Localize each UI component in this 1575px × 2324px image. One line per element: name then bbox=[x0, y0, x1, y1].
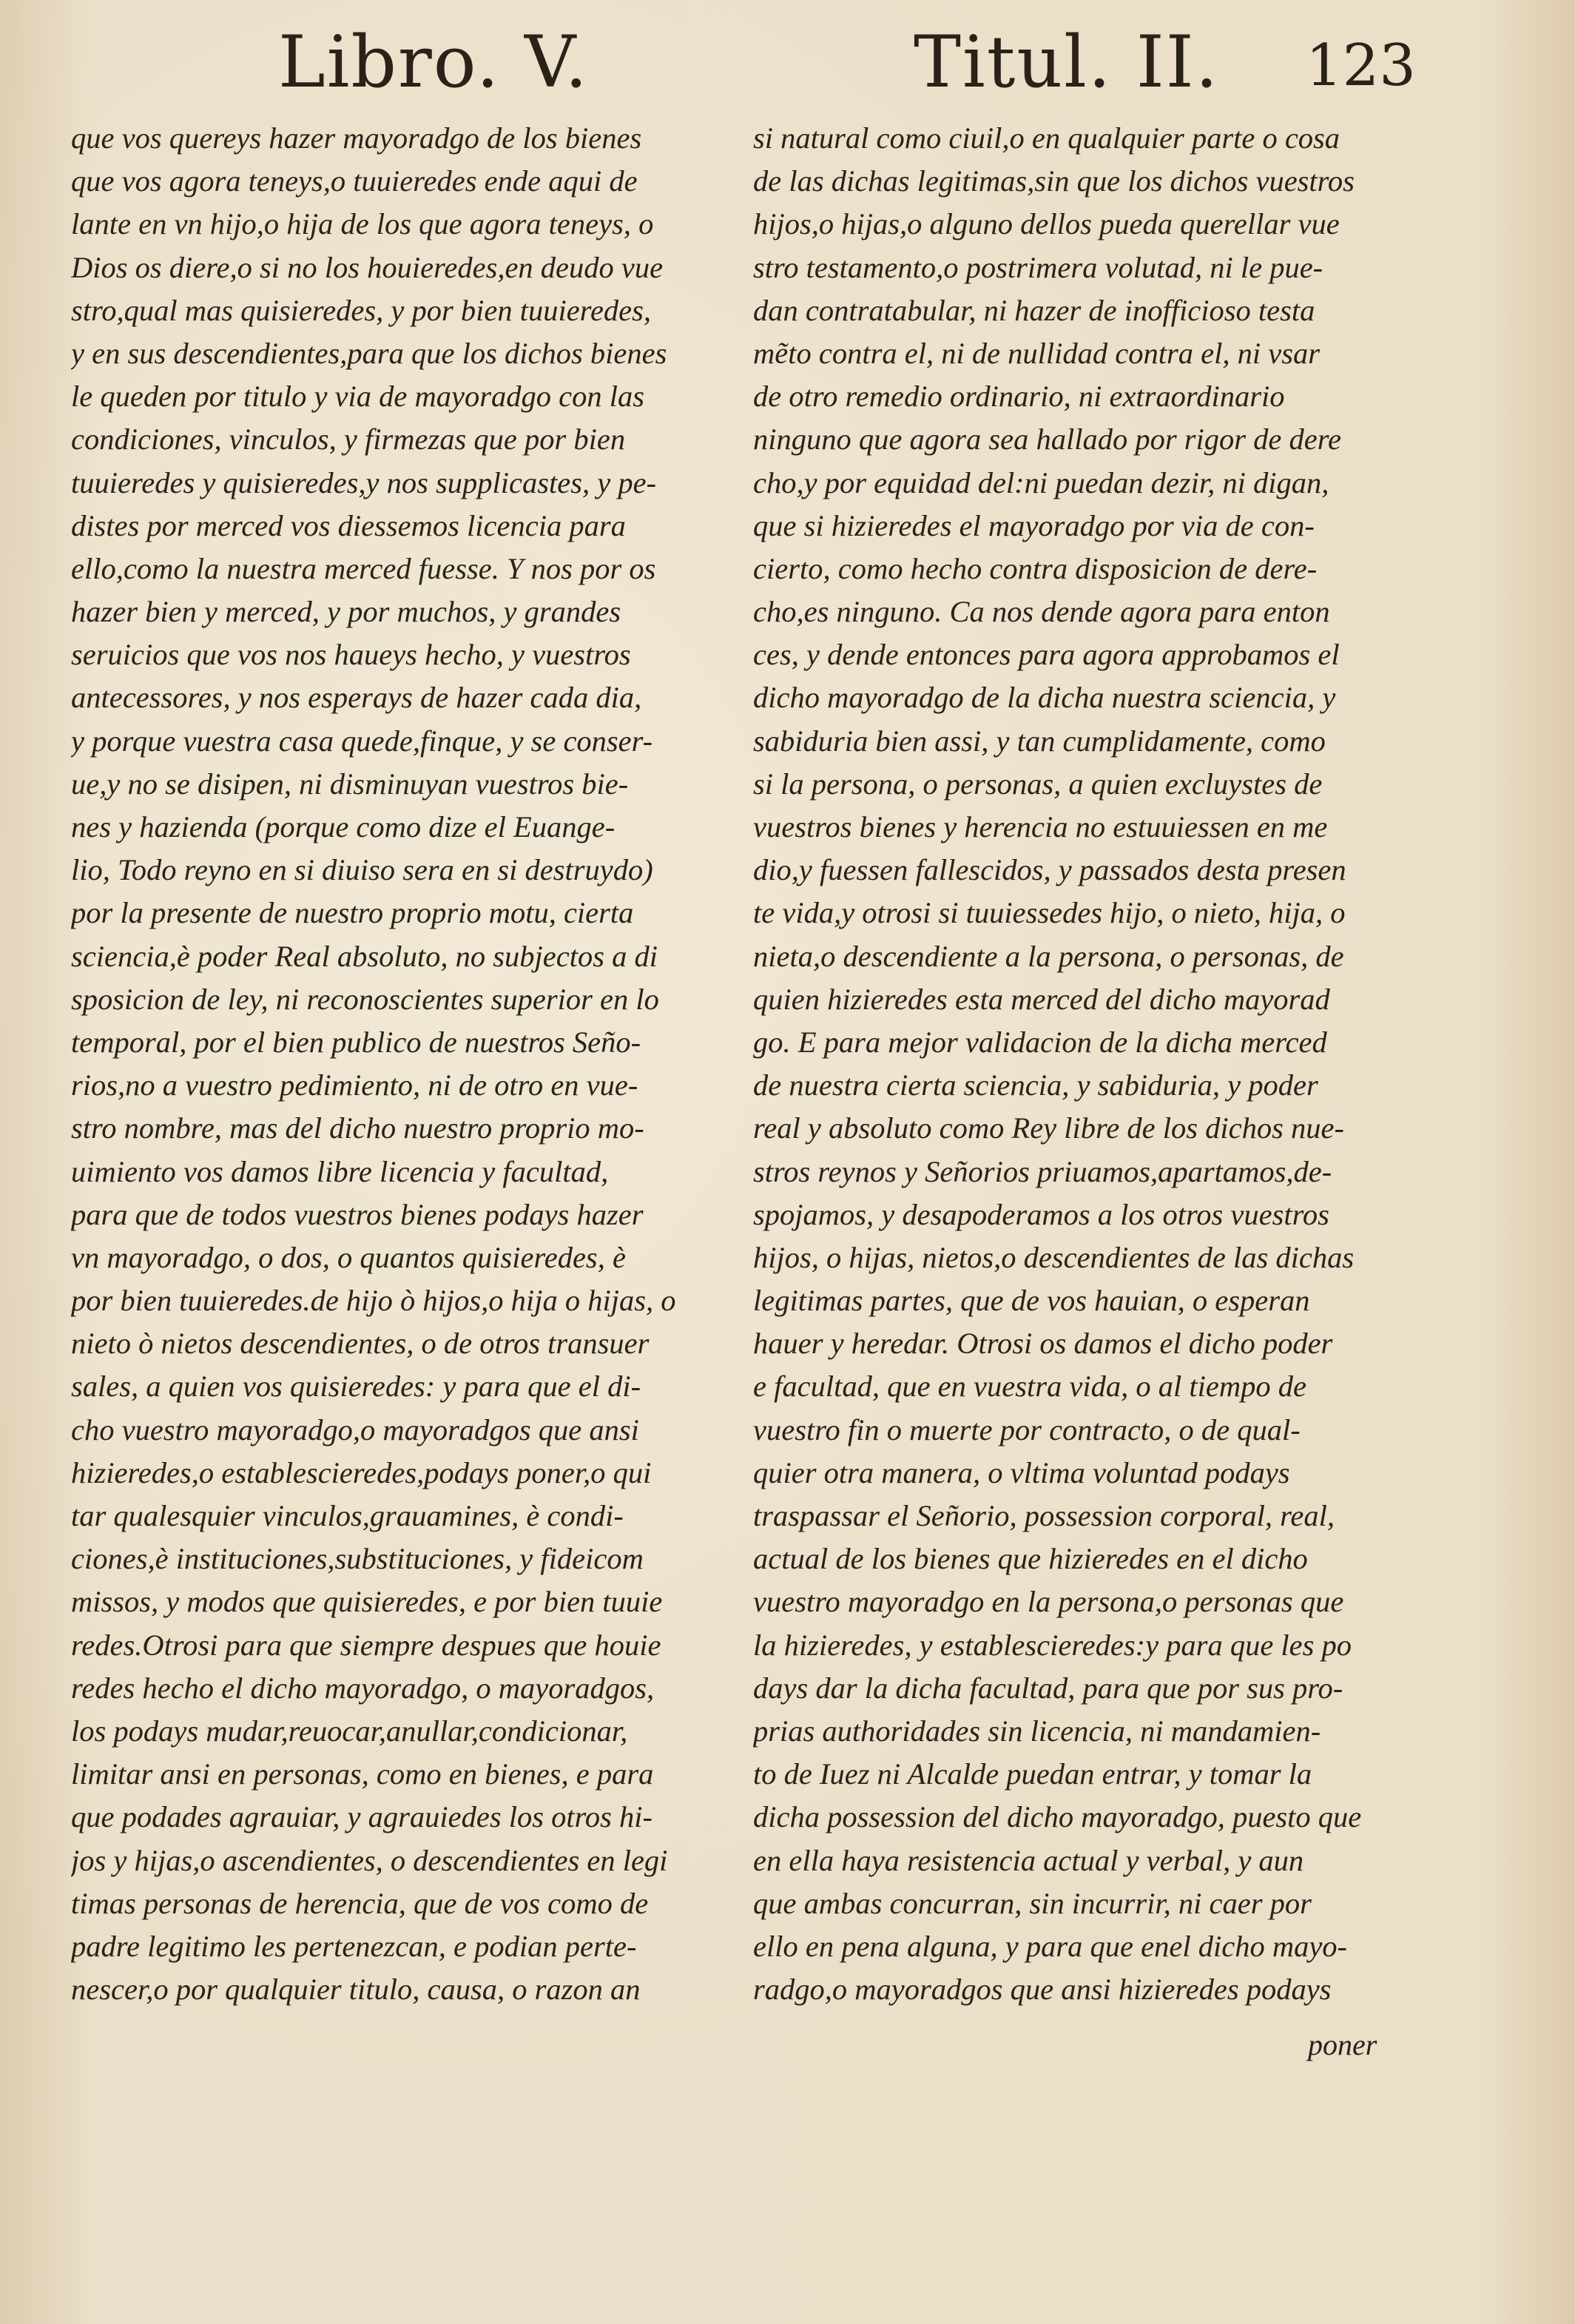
book-number: Libro. V. bbox=[278, 21, 589, 104]
text-line: tar qualesquier vinculos,grauamines, è condi- bbox=[71, 1499, 624, 1532]
left-text-column bbox=[71, 117, 707, 2011]
text-line: si natural como ciuil,o en qualquier parte o cosa bbox=[753, 121, 1340, 155]
text-line: condiciones, vinculos, y firmezas que por bien bbox=[71, 422, 626, 457]
text-line: cierto, como hecho contra disposicion de dere- bbox=[753, 551, 1318, 585]
text-line: hijos, o hijas, nietos,o descendientes de las dichas bbox=[753, 1240, 1355, 1274]
text-line: dicha possession del dicho mayoradgo, puesto que bbox=[753, 1800, 1362, 1834]
text-line: de las dichas legitimas,sin que los dichos vuestros bbox=[753, 164, 1355, 198]
text-line: le queden por titulo y via de mayoradgo con las bbox=[71, 380, 644, 414]
text-line: quier otra manera, o vltima voluntad podays bbox=[753, 1455, 1290, 1489]
text-line: lio, Todo reyno en si diuiso sera en si destruydo) bbox=[71, 853, 653, 887]
text-line: que ambas concurran, sin incurrir, ni caer por bbox=[753, 1886, 1312, 1920]
text-line: legitimas partes, que de vos hauian, o esperan bbox=[753, 1284, 1310, 1318]
text-line: actual de los bienes que hizieredes en el dicho bbox=[753, 1542, 1308, 1576]
text-line: que si hizieredes el mayoradgo por via de con- bbox=[753, 508, 1315, 542]
text-line: redes.Otrosi para que siempre despues que houie bbox=[71, 1628, 661, 1662]
text-line: antecessores, y nos esperays de hazer cada dia, bbox=[71, 681, 642, 715]
text-line: sales, a quien vos quisieredes: y para que el di- bbox=[71, 1370, 641, 1404]
text-line: hijos,o hijas,o alguno dellos pueda querellar vue bbox=[753, 207, 1340, 241]
text-line: los podays mudar,reuocar,anullar,condicionar, bbox=[71, 1714, 628, 1748]
text-line: dicho mayoradgo de la dicha nuestra sciencia, y bbox=[753, 681, 1336, 715]
text-line: tuuieredes y quisieredes,y nos supplicastes, y pe- bbox=[71, 465, 657, 499]
text-line: traspassar el Señorio, possession corporal, real, bbox=[753, 1499, 1335, 1532]
text-line: limitar ansi en personas, como en bienes, e para bbox=[71, 1757, 654, 1791]
text-line: jos y hijas,o ascendientes, o descendientes en legi bbox=[71, 1843, 668, 1877]
text-line: mẽto contra el, ni de nullidad contra el, ni vsar bbox=[753, 336, 1321, 370]
text-line: padre legitimo les pertenezcan, e podian perte- bbox=[71, 1929, 637, 1963]
text-line: dio,y fuessen fallescidos, y passados desta presen bbox=[753, 853, 1346, 887]
text-line: de otro remedio ordinario, ni extraordinario bbox=[753, 380, 1285, 414]
text-line: sciencia,è poder Real absoluto, no subjectos a di bbox=[71, 939, 658, 973]
text-line: go. E para mejor validacion de la dicha merced bbox=[753, 1025, 1327, 1059]
text-line: radgo,o mayoradgos que ansi hizieredes podays bbox=[753, 1973, 1332, 2007]
text-line: seruicios que vos nos haueys hecho, y vuestros bbox=[71, 638, 631, 672]
text-line: stro nombre, mas del dicho nuestro proprio mo- bbox=[71, 1111, 644, 1145]
text-line: hazer bien y merced, y por muchos, y grandes bbox=[71, 595, 621, 629]
text-line: la hizieredes, y establescieredes:y para que les po bbox=[753, 1628, 1352, 1662]
text-line: en ella haya resistencia actual y verbal, y aun bbox=[753, 1843, 1304, 1877]
text-line: rios,no a vuestro pedimiento, ni de otro en vue- bbox=[71, 1068, 638, 1102]
text-line: y en sus descendientes,para que los dichos bienes bbox=[71, 336, 667, 370]
catchword: poner bbox=[1308, 2028, 1377, 2061]
text-line: si la persona, o personas, a quien excluystes de bbox=[753, 767, 1323, 801]
text-line: cho,y por equidad del:ni puedan dezir, ni digan, bbox=[753, 465, 1329, 499]
text-line: que podades agrauiar, y agrauiedes los otros hi- bbox=[71, 1800, 652, 1834]
page-number: 123 bbox=[1306, 33, 1416, 99]
text-line: por bien tuuieredes.de hijo ò hijos,o hija o hijas, o bbox=[71, 1284, 676, 1318]
text-line: vuestro fin o muerte por contracto, o de qual- bbox=[753, 1412, 1301, 1446]
text-line: vuestro mayoradgo en la persona,o personas que bbox=[753, 1585, 1344, 1619]
text-line: stro testamento,o postrimera volutad, ni le pue- bbox=[753, 250, 1323, 284]
running-header bbox=[0, 21, 1575, 110]
text-line: ninguno que agora sea hallado por rigor de dere bbox=[753, 422, 1341, 457]
text-line: dan contratabular, ni hazer de inofficioso testa bbox=[753, 293, 1315, 327]
text-line: uimiento vos damos libre licencia y facultad, bbox=[71, 1154, 609, 1188]
text-line: timas personas de herencia, que de vos como de bbox=[71, 1886, 649, 1920]
text-line: para que de todos vuestros bienes podays hazer bbox=[71, 1197, 644, 1231]
text-line: nescer,o por qualquier titulo, causa, o razon an bbox=[71, 1973, 641, 2007]
text-line: nes y hazienda (porque como dize el Euange- bbox=[71, 810, 616, 843]
text-line: hauer y heredar. Otrosi os damos el dicho poder bbox=[753, 1327, 1333, 1361]
text-line: ue,y no se disipen, ni disminuyan vuestros bie- bbox=[71, 767, 629, 801]
text-line: missos, y modos que quisieredes, e por bien tuuie bbox=[71, 1585, 663, 1619]
text-line: sabiduria bien assi, y tan cumplidamente, como bbox=[753, 724, 1326, 758]
text-line: te vida,y otrosi si tuuiessedes hijo, o nieto, hija, o bbox=[753, 896, 1346, 930]
text-line: nieto ò nietos descendientes, o de otros transuer bbox=[71, 1327, 650, 1361]
text-line: por la presente de nuestro proprio motu, cierta bbox=[71, 896, 634, 930]
text-line: stro,qual mas quisieredes, y por bien tuuieredes, bbox=[71, 293, 652, 327]
text-line: temporal, por el bien publico de nuestros Seño- bbox=[71, 1025, 641, 1059]
text-line: ello en pena alguna, y para que enel dicho mayo- bbox=[753, 1929, 1348, 1963]
text-line: stros reynos y Señorios priuamos,apartamos,de- bbox=[753, 1154, 1332, 1188]
text-line: e facultad, que en vuestra vida, o al tiempo de bbox=[753, 1370, 1306, 1404]
text-line: sposicion de ley, ni reconoscientes superior en lo bbox=[71, 982, 659, 1016]
text-line: cho,es ninguno. Ca nos dende agora para enton bbox=[753, 595, 1330, 629]
text-line: que vos agora teneys,o tuuieredes ende aqui de bbox=[71, 164, 638, 198]
title-number: Titul. II. bbox=[914, 21, 1220, 104]
text-line: days dar la dicha facultad, para que por sus pro- bbox=[753, 1671, 1343, 1705]
text-line: y porque vuestra casa quede,finque, y se conser- bbox=[71, 724, 653, 758]
text-line: to de Iuez ni Alcalde puedan entrar, y tomar la bbox=[753, 1757, 1312, 1791]
text-line: vn mayoradgo, o dos, o quantos quisieredes, è bbox=[71, 1240, 626, 1274]
text-line: vuestros bienes y herencia no estuuiessen en me bbox=[753, 810, 1328, 843]
text-line: ces, y dende entonces para agora approbamos el bbox=[753, 638, 1340, 672]
text-line: real y absoluto como Rey libre de los dichos nue- bbox=[753, 1111, 1344, 1145]
text-line: redes hecho el dicho mayoradgo, o mayoradgos, bbox=[71, 1671, 655, 1705]
text-line: distes por merced vos diessemos licencia para bbox=[71, 508, 626, 542]
text-line: lante en vn hijo,o hija de los que agora teneys, o bbox=[71, 207, 654, 241]
text-line: Dios os diere,o si no los houieredes,en deudo vue bbox=[71, 250, 664, 284]
text-line: que vos quereys hazer mayoradgo de los bienes bbox=[71, 121, 642, 155]
text-line: cho vuestro mayoradgo,o mayoradgos que ansi bbox=[71, 1412, 639, 1446]
text-line: de nuestra cierta sciencia, y sabiduria, y poder bbox=[753, 1068, 1318, 1102]
text-line: ciones,è instituciones,substituciones, y fideicom bbox=[71, 1542, 644, 1576]
text-line: ello,como la nuestra merced fuesse. Y nos por os bbox=[71, 551, 656, 585]
text-line: quien hizieredes esta merced del dicho mayorad bbox=[753, 982, 1330, 1016]
text-line: prias authoridades sin licencia, ni mandamien- bbox=[753, 1714, 1321, 1748]
text-line: nieta,o descendiente a la persona, o personas, de bbox=[753, 939, 1344, 973]
text-line: spojamos, y desapoderamos a los otros vuestros bbox=[753, 1197, 1329, 1231]
text-line: hizieredes,o establescieredes,podays poner,o qui bbox=[71, 1455, 652, 1489]
right-text-column bbox=[753, 117, 1389, 2011]
